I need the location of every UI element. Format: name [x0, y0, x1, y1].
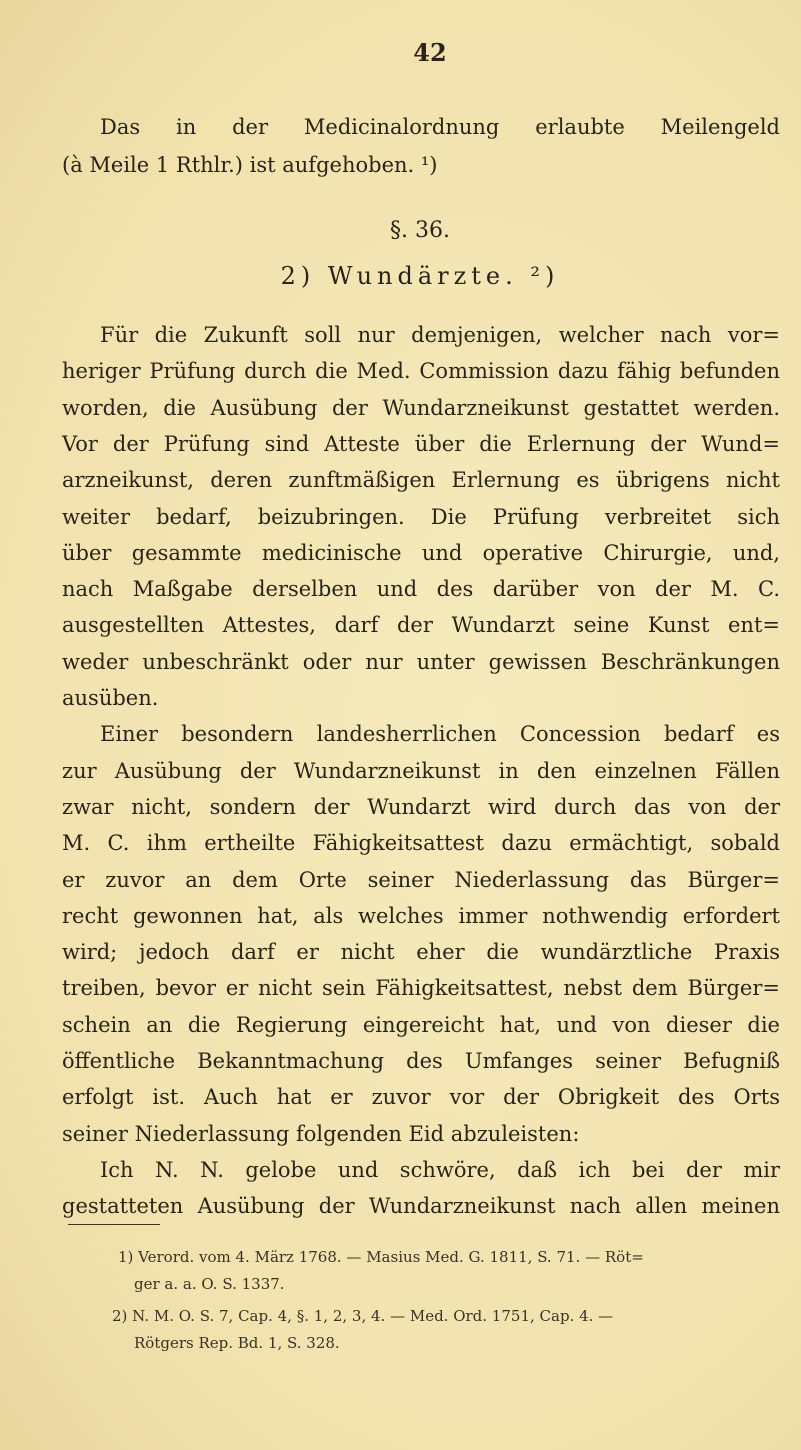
body-line: erfolgt ist. Auch hat er zuvor vor der Obrigkeit des Orts: [62, 1085, 780, 1110]
body-line: Einer besondern landesherrlichen Concession bedarf es: [100, 722, 780, 747]
body-line: er zuvor an dem Orte seiner Niederlassung das Bürger=: [62, 867, 780, 892]
body-line: heriger Prüfung durch die Med. Commission dazu fähig befunden: [62, 359, 780, 384]
section-number: §. 36.: [390, 218, 450, 243]
footnote-1: 1) Verord. vom 4. März 1768. — Masius Med. G. 1811, S. 71. — Röt=: [118, 1248, 644, 1266]
section-heading: 2) Wundärzte. ²): [280, 262, 560, 290]
footnote-2-cont: Rötgers Rep. Bd. 1, S. 328.: [134, 1334, 340, 1352]
intro-line: Das in der Medicinalordnung erlaubte Meilengeld: [100, 115, 780, 139]
body-line: recht gewonnen hat, als welches immer nothwendig erfordert: [62, 903, 780, 928]
body-line: nach Maßgabe derselben und des darüber von der M. C.: [62, 577, 780, 602]
body-line: M. C. ihm ertheilte Fähigkeitsattest dazu ermächtigt, sobald: [62, 831, 780, 856]
body-line: schein an die Regierung eingereicht hat, und von dieser die: [62, 1012, 780, 1037]
body-line: treiben, bevor er nicht sein Fähigkeitsattest, nebst dem Bürger=: [62, 976, 780, 1001]
body-line: seiner Niederlassung folgenden Eid abzuleisten:: [62, 1121, 580, 1146]
body-line: Vor der Prüfung sind Atteste über die Erlernung der Wund=: [62, 431, 780, 456]
body-line: zwar nicht, sondern der Wundarzt wird durch das von der: [62, 794, 780, 819]
body-line: weder unbeschränkt oder nur unter gewissen Beschränkungen: [62, 649, 780, 674]
body-line: über gesammte medicinische und operative Chirurgie, und,: [62, 540, 780, 565]
intro-line: (à Meile 1 Rthlr.) ist aufgehoben. ¹): [62, 153, 438, 177]
footnote-1-cont: ger a. a. O. S. 1337.: [134, 1275, 285, 1293]
body-line: weiter bedarf, beizubringen. Die Prüfung verbreitet sich: [62, 504, 780, 529]
body-line: ausüben.: [62, 686, 159, 710]
body-line: Für die Zukunft soll nur demjenigen, welcher nach vor=: [100, 323, 780, 347]
body-line: wird; jedoch darf er nicht eher die wundärztliche Praxis: [62, 940, 780, 965]
body-line: arzneikunst, deren zunftmäßigen Erlernung es übrigens nicht: [62, 468, 780, 493]
footnote-2: 2) N. M. O. S. 7, Cap. 4, §. 1, 2, 3, 4. — Med. Ord. 1751, Cap. 4. —: [112, 1307, 614, 1325]
body-line: zur Ausübung der Wundarzneikunst in den einzelnen Fällen: [62, 758, 780, 783]
page-number: 42: [413, 38, 447, 67]
body-line: Ich N. N. gelobe und schwöre, daß ich bei der mir: [100, 1157, 780, 1182]
body-line: öffentliche Bekanntmachung des Umfanges seiner Befugniß: [62, 1049, 780, 1073]
body-line: worden, die Ausübung der Wundarzneikunst gestattet werden.: [62, 395, 780, 420]
body-line: gestatteten Ausübung der Wundarzneikunst nach allen meinen: [62, 1194, 780, 1219]
body-line: ausgestellten Attestes, darf der Wundarzt seine Kunst ent=: [62, 613, 780, 638]
footnote-divider: [68, 1224, 160, 1225]
